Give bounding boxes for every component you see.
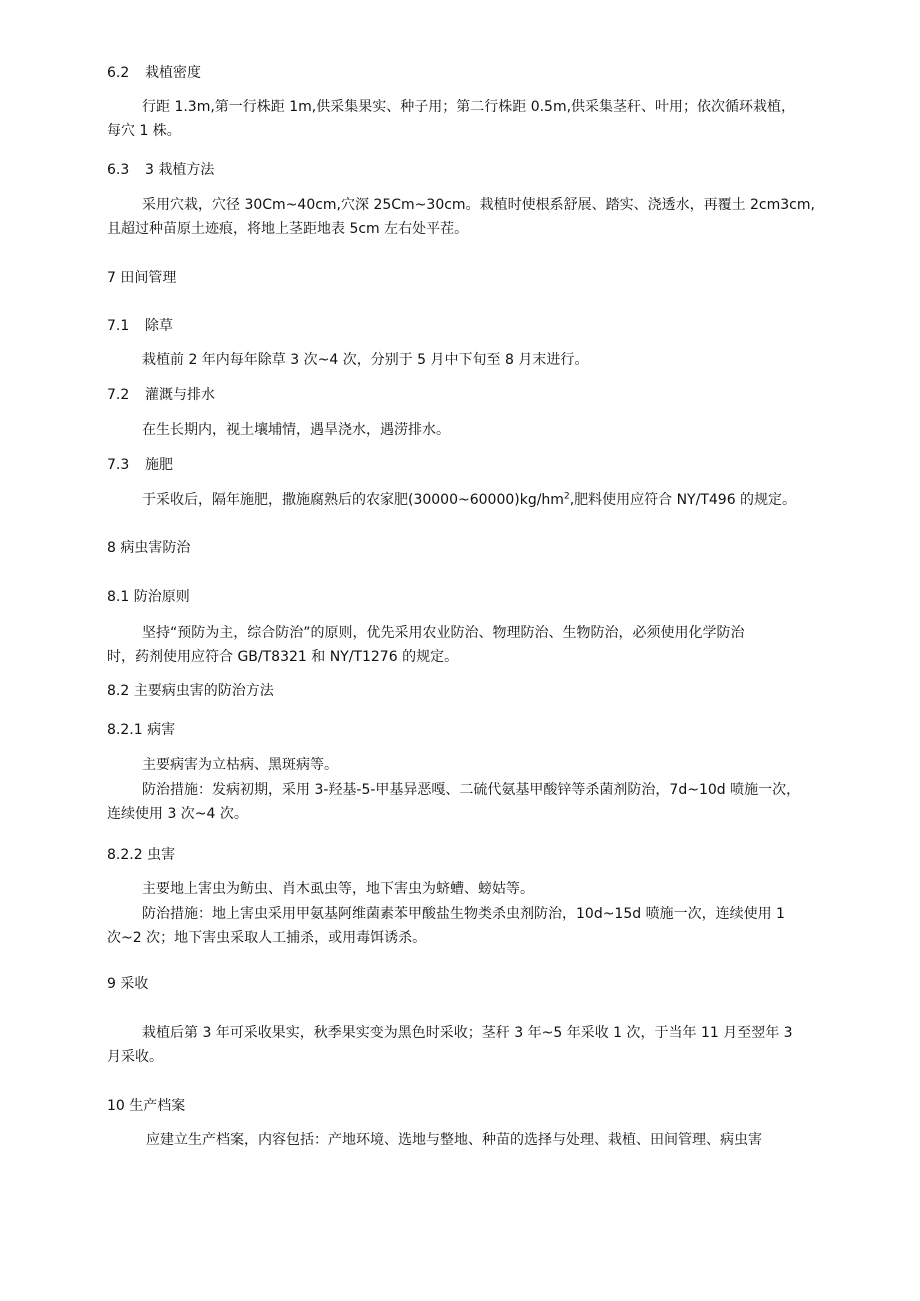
section-number: 6.2 (107, 65, 130, 81)
paragraph-line: 采用穴栽，穴径 30Cm~40cm,穴深 25Cm~30cm。栽植时使根系舒展、踏实、浇透水，再覆土 2cm3cm, (142, 197, 815, 213)
paragraph-line: 连续使用 3 次~4 次。 (107, 806, 248, 822)
paragraph-line: 在生长期内，视土壤埔情，遇旱浇水，遇涝排水。 (142, 422, 450, 438)
section-title: 除草 (145, 318, 173, 334)
section-6-3-heading (107, 161, 214, 179)
paragraph-line: 防治措施：发病初期，采用 3-羟基-5-甲基异恶嘎、二硫代氨基甲酸锌等杀菌剂防治，7d~10d 喷施一次， (142, 782, 801, 798)
section-8-1-heading: 8.1 防治原则 (107, 589, 190, 605)
paragraph-line: 主要地上害虫为鲂虫、肖木虱虫等，地下害虫为蛴螬、螃姑等。 (142, 881, 534, 897)
section-title: 灌溉与排水 (145, 387, 215, 403)
section-8-2-2-heading: 8.2.2 虫害 (107, 847, 176, 863)
section-7-heading: 7 田间管理 (107, 270, 177, 286)
section-8-heading: 8 病虫害防治 (107, 540, 191, 556)
superscript: 2 (563, 491, 570, 502)
section-number: 7.2 (107, 387, 130, 403)
paragraph-line: 应建立生产档案，内容包括：产地环境、选地与整地、种苗的选择与处理、栽植、田间管理、病虫害 (146, 1132, 762, 1148)
section-9-heading: 9 采收 (107, 976, 149, 992)
text-fragment: ,肥料使用应符合 NY/T496 的规定。 (569, 492, 797, 508)
section-title: 3 栽植方法 (145, 162, 215, 178)
section-number: 7.3 (107, 457, 130, 473)
paragraph-line (142, 491, 842, 509)
section-title: 栽植密度 (145, 65, 201, 81)
paragraph-line: 栽植后第 3 年可采收果实，秋季果实变为黑色时采收；茎秆 3 年~5 年采收 1 次，于当年 11 月至翌年 3 (142, 1025, 793, 1041)
section-8-2-1-heading: 8.2.1 病害 (107, 722, 176, 738)
section-title: 施肥 (145, 457, 173, 473)
section-7-1-heading (107, 317, 173, 335)
section-7-3-heading (107, 456, 173, 474)
paragraph-line: 行距 1.3m,第一行株距 1m,供采集果实、种子用；第二行株距 0.5m,供采集茎秆、叶用；依次循环栽植， (142, 99, 796, 115)
section-10-heading: 10 生产档案 (107, 1098, 186, 1114)
paragraph-line: 次~2 次；地下害虫采取人工捕杀，或用毒饵诱杀。 (107, 930, 427, 946)
section-7-2-heading (107, 386, 215, 404)
section-number: 6.3 (107, 162, 130, 178)
paragraph-line: 主要病害为立枯病、黑斑病等。 (142, 757, 338, 773)
section-8-2-heading: 8.2 主要病虫害的防治方法 (107, 683, 274, 699)
paragraph-line: 防治措施：地上害虫采用甲氨基阿维菌素苯甲酸盐生物类杀虫剂防治，10d~15d 喷施一次，连续使用 1 (142, 906, 785, 922)
paragraph-line: 时，药剂使用应符合 GB/T8321 和 NY/T1276 的规定。 (107, 649, 459, 665)
paragraph-line: 且超过种苗原土迹痕，将地上茎距地表 5cm 左右处平茬。 (107, 221, 469, 237)
paragraph-line: 每穴 1 株。 (107, 123, 181, 139)
text-fragment: 于采收后，隔年施肥，撒施腐熟后的农家肥(30000~60000)kg/hm (142, 492, 564, 508)
paragraph-line: 月采收。 (107, 1049, 163, 1065)
paragraph-line: 栽植前 2 年内每年除草 3 次~4 次，分别于 5 月中下旬至 8 月末进行。 (142, 352, 589, 368)
section-number: 7.1 (107, 318, 130, 334)
paragraph-line: 坚持“预防为主，综合防治”的原则，优先采用农业防治、物理防治、生物防治，必须使用化学防治 (142, 625, 745, 641)
section-6-2-heading (107, 64, 201, 82)
